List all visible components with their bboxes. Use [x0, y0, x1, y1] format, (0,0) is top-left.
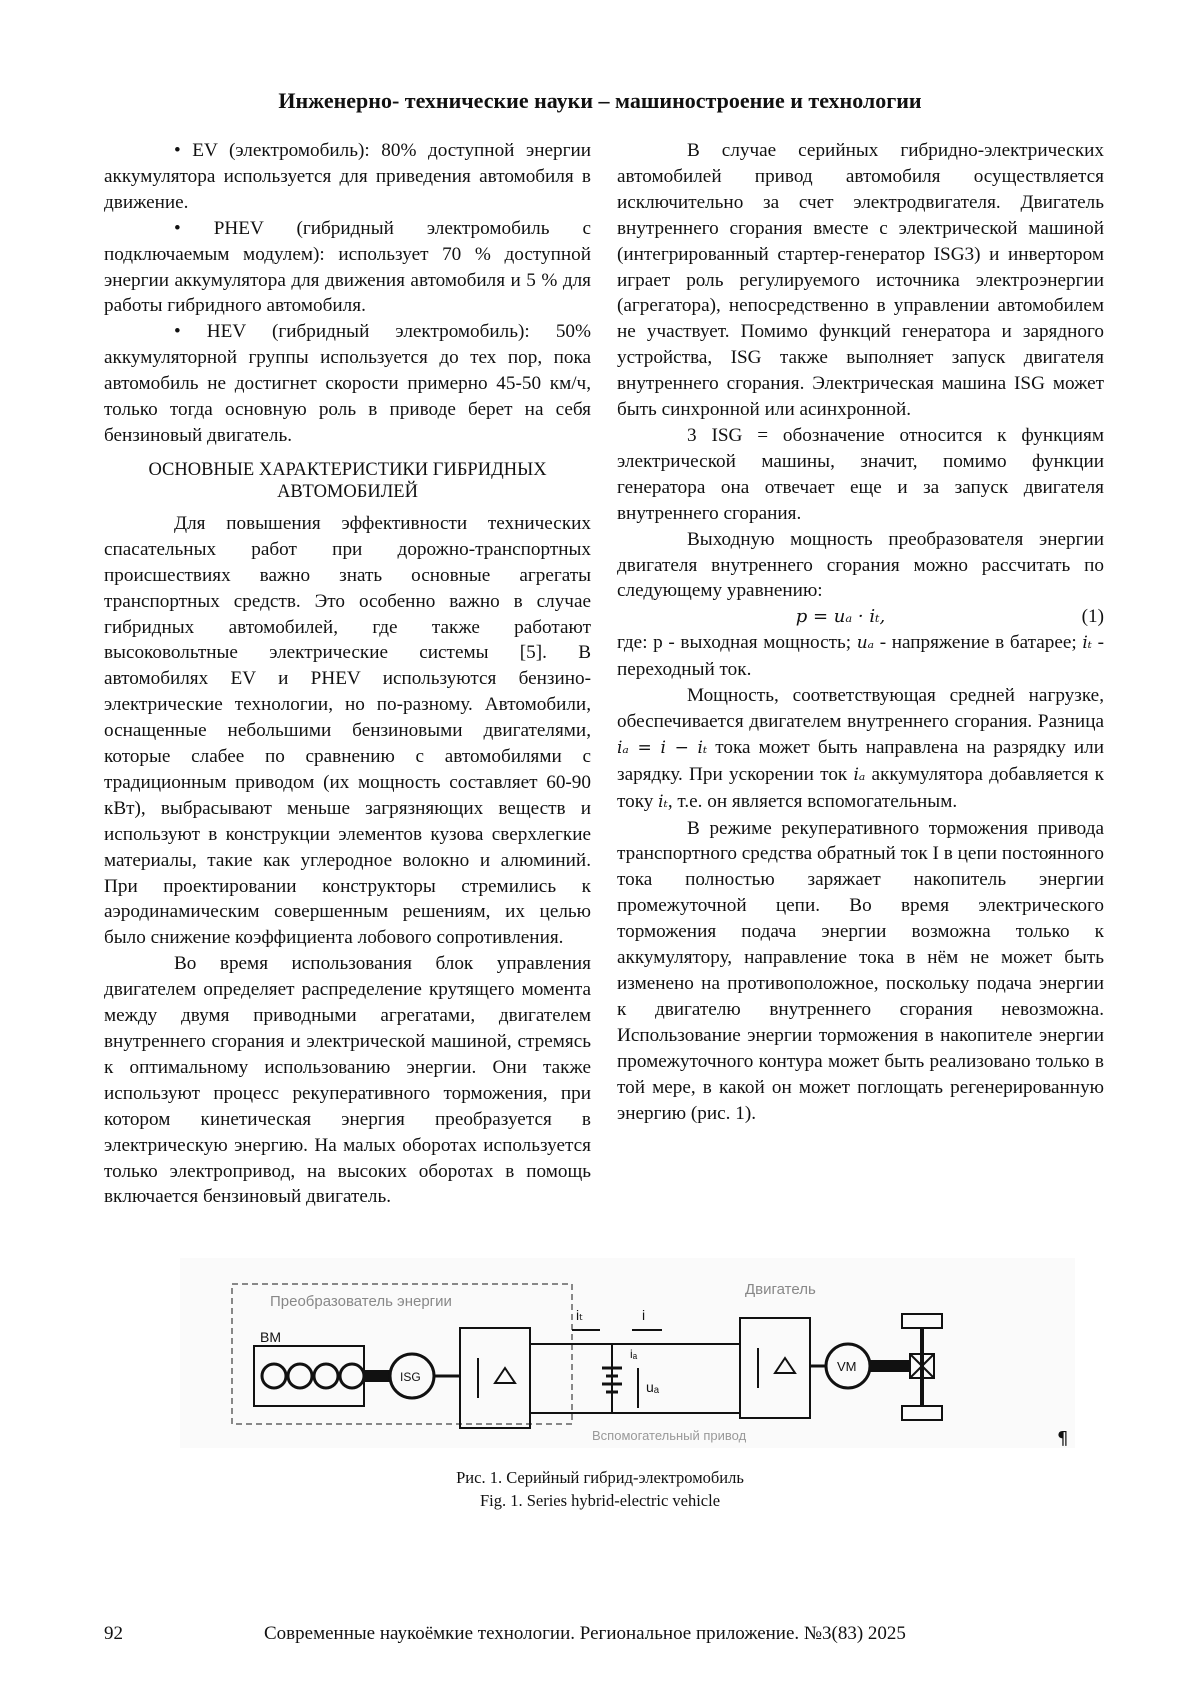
page-header: Инженерно- технические науки – машиностроение и технологии — [278, 88, 922, 113]
i-label: i — [642, 1307, 646, 1323]
bullet-ev: • EV (электромобиль): 80% доступной энергии аккумулятора используется для приведения автомобиля в движение. — [104, 140, 591, 213]
right-column — [617, 138, 1104, 1126]
ua-label: uₐ — [646, 1379, 659, 1395]
legend-ua: uₐ — [856, 633, 875, 654]
bm-label: BM — [260, 1329, 281, 1345]
vm-label: VM — [837, 1359, 857, 1374]
p4-ia: iₐ — [853, 764, 866, 785]
isg-label: ISG — [400, 1370, 421, 1384]
journal-title: Современные наукоёмкие технологии. Региональное приложение. №3(83) 2025 — [264, 1623, 906, 1644]
right-paragraph-2: 3 ISG = обозначение относится к функциям электрической машины, значит, помимо функции генератора она отвечает еще и за запуск двигателя внутреннего сгорания. — [617, 424, 1104, 524]
section-title-line-1: ОСНОВНЫЕ ХАРАКТЕРИСТИКИ ГИБРИДНЫХ — [148, 459, 547, 480]
equation-expression: p = uₐ · iₜ, — [795, 606, 886, 628]
pilcrow-mark: ¶ — [1057, 1428, 1069, 1449]
p4-text-2: тока может быть направлена на разрядку или зарядку. При ускорении ток — [617, 736, 1104, 785]
legend-text-1: где: p - выходная мощность; — [617, 632, 857, 654]
equation-1 — [617, 604, 1104, 630]
bullet-phev: • PHEV (гибридный электромобиль с подключаемым модулем): использует 70 % доступной энергии аккумулятора для движения автомобиля и 5 % для работы гибридного автомобиля. — [104, 217, 591, 317]
right-paragraph-4 — [617, 683, 1104, 816]
legend-it: iₜ — [1082, 633, 1092, 654]
p4-equation: iₐ = i − iₜ — [617, 737, 708, 758]
right-paragraph-3: Выходную мощность преобразователя энергии двигателя внутреннего сгорания можно рассчитать по следующему уравнению: — [617, 528, 1104, 602]
figure-caption-en: Fig. 1. Series hybrid-electric vehicle — [479, 1491, 721, 1510]
left-paragraph-2: Во время использования блок управления двигателем определяет распределение крутящего момента между двумя приводными агрегатами, двигателем внутреннего сгорания и электрической машиной, стремясь к оптимальному использованию энергии. Они также используют процесс рекуперативного торможения, при котором кинетическая энергия преобразуется в электрическую энергию. На малых оборотах используется только электропривод, на высоких оборотах в помощь включается бензиновый двигатель. — [104, 953, 591, 1208]
legend-text-3: - переходный ток. — [617, 632, 1104, 681]
aux-label: Вспомогательный привод — [592, 1428, 747, 1443]
drive-shaft — [870, 1360, 910, 1372]
p4-text-4: , т.е. он является вспомогательным. — [667, 790, 958, 812]
left-paragraph-1: Для повышения эффективности технических спасательных работ при дорожно-транспортных происшествиях важно знать основные агрегаты транспортных средств. Это особенно важно в случае гибридных автомобилей, где также работают высоковольтные электрические системы [5]. В автомобилях EV и PHEV используются бензино-электрические технологии, но по-разному. Автомобили, оснащенные небольшими бензиновыми двигателями, которые слабее по сравнению с автомобилями с традиционным приводом (их мощность составляет 60-90 кВт), выбрасывают меньше загрязняющих веществ и используют в конструкции элементов кузова сверхлегкие материалы, такие как углеродное волокно и алюминий. При проектировании конструкторы стремились к аэродинамическим совершенным решениям, их целью было снижение коэффициента лобового сопротивления. — [104, 512, 591, 949]
page-number: 92 — [104, 1623, 123, 1644]
bullet-hev: • HEV (гибридный электромобиль): 50% аккумуляторной группы используется до тех пор, пока автомобиль не достигнет скорости примерно 45-50 км/ч, только тогда основную роль в приводе берет на себя бензиновый двигатель. — [104, 321, 591, 446]
left-column — [104, 138, 591, 1210]
figure-caption-ru: Рис. 1. Серийный гибрид-электромобиль — [456, 1468, 744, 1487]
legend-text-2: - напряжение в батарее; — [874, 632, 1083, 654]
converter-label: Преобразователь энергии — [270, 1293, 452, 1310]
p4-text-3: аккумулятора добавляется к току — [617, 763, 1104, 812]
it-label: iₜ — [576, 1307, 584, 1323]
shaft-1 — [364, 1370, 390, 1382]
p4-text-1: Мощность, соответствующая средней нагрузке, обеспечивается двигателем внутреннего сгорания. Разница — [617, 685, 1104, 732]
equation-number: (1) — [1081, 606, 1104, 628]
figure-series-hybrid-diagram — [180, 1258, 1075, 1448]
right-paragraph-1: В случае серийных гибридно-электрических автомобилей привод автомобиля осуществляется исключительно за счет электродвигателя. Двигатель внутреннего сгорания вместе с электрической машиной (интегрированный стартер-генератор ISG3) и инвертором играет роль регулируемого источника электроэнергии (агрегатора), непосредственно в управлении автомобилем не участвует. Помимо функций генератора и зарядного устройства, ISG также выполняет запуск двигателя внутреннего сгорания. Электрическая машина ISG может быть синхронной или асинхронной. — [617, 140, 1104, 421]
p4-it: iₜ — [658, 791, 668, 812]
engine-label: Двигатель — [745, 1281, 816, 1298]
section-title-line-2: АВТОМОБИЛЕЙ — [277, 481, 418, 502]
equation-legend — [617, 630, 1104, 683]
section-title — [104, 459, 591, 503]
ia-label: iₐ — [630, 1347, 638, 1361]
right-paragraph-5: В режиме рекуперативного торможения привода транспортного средства обратный ток I в цепи постоянного тока полностью заряжает накопитель энергии промежуточной цепи. Во время электрического торможения подача энергии возможна только к аккумулятору, направление тока в нём не может быть изменено на противоположное, поскольку подача энергии к двигателю внутреннего сгорания невозможна. Использование энергии торможения в накопителе энергии промежуточного контура может быть реализовано только в той мере, в какой он может поглощать регенерированную энергию (рис. 1). — [617, 817, 1104, 1124]
